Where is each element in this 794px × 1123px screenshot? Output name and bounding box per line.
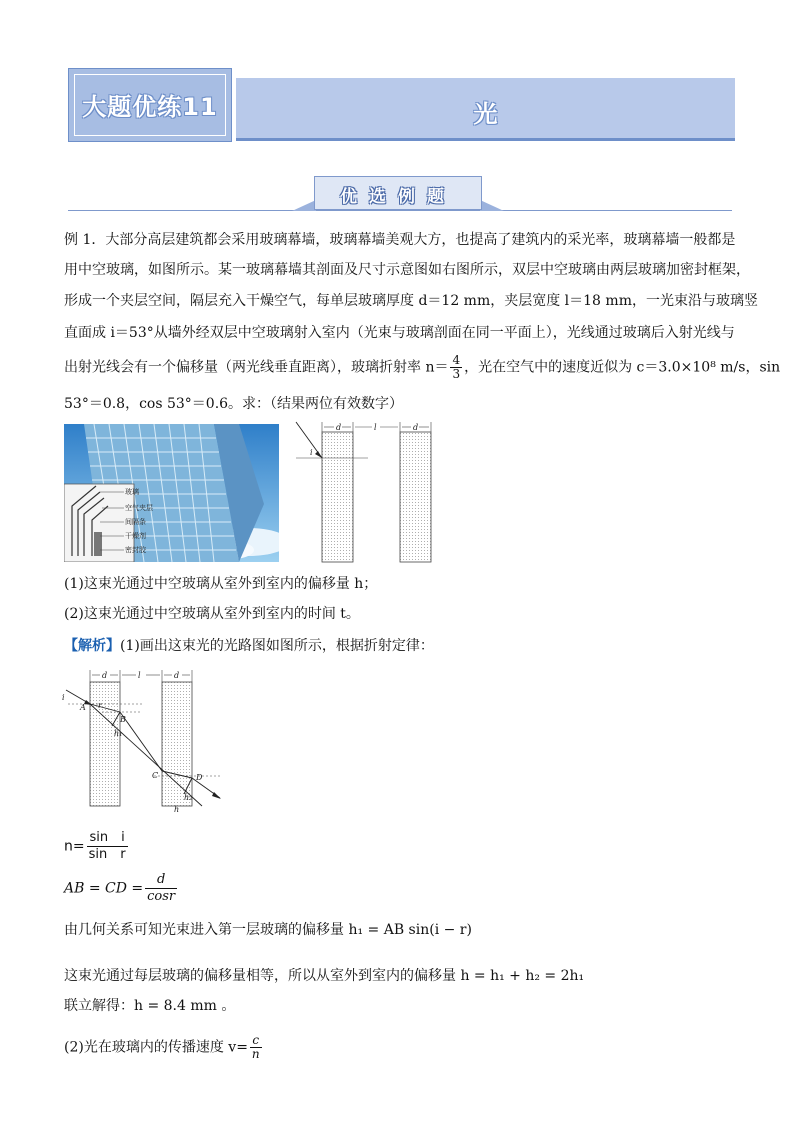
svg-text:l: l <box>138 671 141 680</box>
svg-text:r: r <box>98 701 102 710</box>
chapter-title: 光 <box>473 100 498 128</box>
svg-text:i: i <box>62 693 65 702</box>
problem-line-1: 例 1．大部分高层建筑都会采用玻璃幕墙，玻璃幕墙美观大方，也提高了建筑内的采光率，玻璃幕墙一般都是 <box>64 232 736 248</box>
chapter-badge-text: 大题优练11 <box>82 93 218 121</box>
svg-text:C: C <box>152 771 159 780</box>
problem-line-2: 用中空玻璃，如图所示。某一玻璃幕墙其剖面及尺寸示意图如右图所示，双层中空玻璃由两层玻璃加密封框架， <box>64 262 750 278</box>
problem-line-3: 形成一个夹层空间，隔层充入干燥空气，每单层玻璃厚度 d＝12 mm，夹层宽度 l＝18 mm，一光束沿与玻璃竖 <box>64 293 758 309</box>
chapter-badge <box>68 68 232 142</box>
equation-ab-cd: AB = CD = $\frac{d}{\cos r}$ <box>64 872 176 904</box>
svg-text:l: l <box>374 423 377 432</box>
svg-text:D: D <box>196 773 203 782</box>
question-1: (1)这束光通过中空玻璃从室外到室内的偏移量 h； <box>64 576 378 592</box>
light-path-diagram <box>62 666 232 816</box>
refractive-index-fraction: $\frac{4}{3}$ <box>452 353 461 381</box>
svg-text:d: d <box>102 671 108 680</box>
problem-line-6: 53°＝0.8，cos 53°＝0.6。求：（结果两位有效数字） <box>64 396 404 412</box>
svg-text:h₁: h₁ <box>114 729 123 738</box>
glass-curtain-wall-photo <box>64 424 279 562</box>
solution-tag: 【解析】 <box>64 638 120 654</box>
svg-text:A: A <box>80 703 86 712</box>
svg-text:d: d <box>336 423 342 432</box>
photo-label-spacer: 间隔条 <box>125 518 146 526</box>
problem-line-4: 直面成 i＝53°从墙外经双层中空玻璃射入室内（光束与玻璃剖面在同一平面上），光线通过玻璃后入射光线与 <box>64 325 735 341</box>
photo-label-desiccant: 干燥剂 <box>125 532 146 540</box>
svg-text:B: B <box>120 715 126 724</box>
svg-text:d: d <box>413 423 419 432</box>
svg-text:h: h <box>174 805 180 814</box>
solution-step-3: 联立解得：h = 8.4 mm 。 <box>64 998 236 1014</box>
chapter-title-bar <box>236 78 735 138</box>
svg-text:d: d <box>174 671 180 680</box>
solution-step-4: (2)光在玻璃内的传播速度 v= $\frac{c}{n}$ <box>64 1033 260 1061</box>
svg-text:i: i <box>310 448 313 457</box>
solution-intro: 【解析】(1)画出这束光的光路图如图所示，根据折射定律： <box>64 638 434 654</box>
title-underline <box>236 138 735 141</box>
photo-label-air-layer: 空气夹层 <box>125 504 153 512</box>
solution-step-2: 这束光通过每层玻璃的偏移量相等，所以从室外到室内的偏移量 h = h₁ + h₂ = 2h₁ <box>64 968 585 984</box>
problem-line-5: 出射光线会有一个偏移量（两光线垂直距离），玻璃折射率 n＝ $\frac{4}{3}$ ，光在空气中的速度近似为 c＝3.0×10⁸ m/s，sin <box>64 353 781 381</box>
section-banner-label: 优选例题 <box>340 187 456 207</box>
section-banner <box>292 176 504 212</box>
svg-text:h₂: h₂ <box>184 793 193 802</box>
equation-snell: n= $\frac{\text{sin i}}{\text{sin r}}$ <box>64 830 126 862</box>
solution-step-1: 由几何关系可知光束进入第一层玻璃的偏移量 h₁ = AB sin(i − r) <box>64 922 472 938</box>
cross-section-diagram <box>288 420 438 566</box>
question-2: (2)这束光通过中空玻璃从室外到室内的时间 t。 <box>64 606 360 622</box>
photo-label-glass: 玻璃 <box>125 488 139 496</box>
photo-label-sealant: 密封胶 <box>125 546 146 554</box>
